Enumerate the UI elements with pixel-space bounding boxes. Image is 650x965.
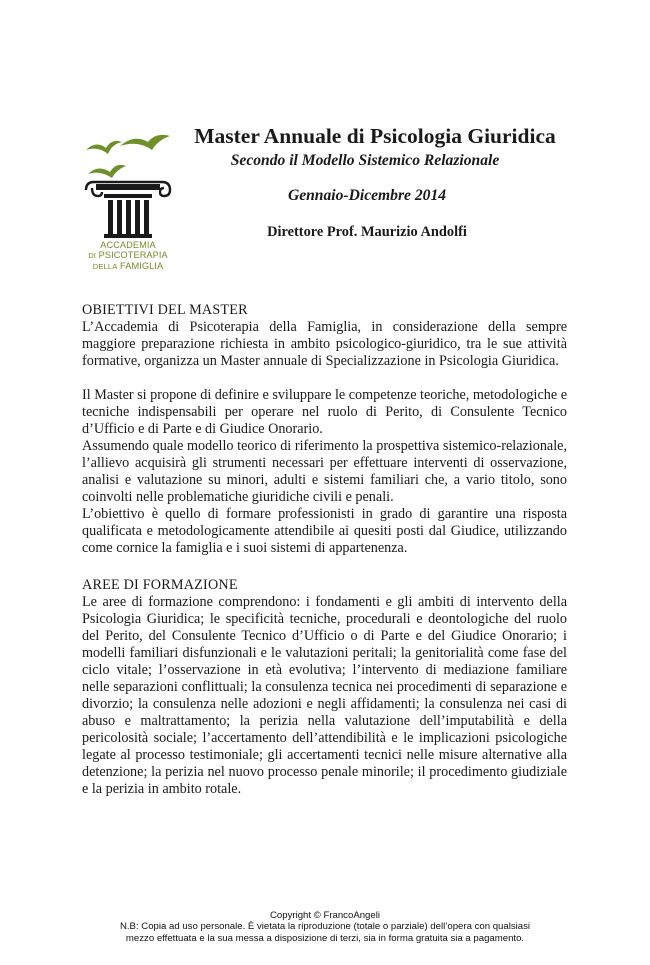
areas-heading: AREE DI FORMAZIONE [82, 577, 238, 593]
objectives-paragraph-4: L’obiettivo è quello di formare professionisti in grado di garantire una risposta qualificata e metodologicamente attendibile ai quesiti posti dal Giudice, utilizzando come cornice la famiglia e i suoi sistemi di appartenenza. [82, 506, 567, 556]
copyright-notice: Copyright © FrancoAngeli [270, 910, 380, 921]
logo-line-2: DI PSICOTERAPIA [88, 250, 168, 261]
usage-notice-line-1: N.B: Copia ad uso personale. È vietata la riproduzione (totale o parziale) dell’opera con qualsiasi [119, 921, 531, 933]
director-name: Direttore Prof. Maurizio Andolfi [267, 224, 467, 240]
page-subtitle: Secondo il Modello Sistemico Relazionale [230, 152, 500, 169]
page-title: Master Annuale di Psicologia Giuridica [194, 124, 556, 148]
column-with-birds-icon [82, 128, 174, 240]
objectives-paragraph-1: L’Accademia di Psicoterapia della Famiglia, in considerazione della sempre maggiore preparazione richiesta in ambito psicologico-giuridico, tra le sue attività formative, organizza un Master annuale di Specializzazione in Psicologia Giuridica. [82, 319, 567, 369]
objectives-heading: OBIETTIVI DEL MASTER [82, 302, 248, 318]
areas-paragraph-1: Le aree di formazione comprendono: i fondamenti e gli ambiti di intervento della Psicologia Giuridica; le specificità tecniche, procedurali e deontologiche del ruolo del Perito, del Consulente Tecnico d’Ufficio o di Parte e del Giudice Onorario; i modelli familiari disfunzionali e le valutazioni peritali; la genitorialità come fase del ciclo vitale; l’osservazione in età evolutiva; l’intervento di mediazione familiare nelle separazioni conflittuali; la consulenza tecnica nei procedimenti di separazione e divorzio; la consulenza nelle adozioni e negli affidamenti; la consulenza nei casi di abuso e maltrattamento; la perizia nella valutazione dell’imputabilità e della pericolosità sociale; l’accertamento dell’attendibilità e le implicazioni psicologiche legate al processo testimoniale; gli accertamenti tecnici nelle misure alternative alla detenzione; la perizia nel nuovo processo penale minorile; il procedimento giudiziale e la perizia in ambito rotale. [82, 594, 567, 797]
logo-line-1: ACCADEMIA [100, 240, 156, 250]
objectives-paragraph-2: Il Master si propone di definire e sviluppare le competenze teoriche, metodologiche e tecniche indispensabili per operare nel ruolo di Perito, di Consulente Tecnico d’Ufficio e di Parte e di Giudice Onorario. [82, 387, 567, 437]
logo-line-3: DELLA FAMIGLIA [92, 261, 164, 272]
academy-logo-text [82, 240, 174, 273]
page-footer [0, 910, 650, 944]
usage-notice-line-2: mezzo effettuata e la sua messa a disposizione di terzi, sia in forma gratuita sia a pagamento. [125, 932, 525, 944]
course-period: Gennaio-Dicembre 2014 [287, 187, 447, 204]
document-header [180, 122, 570, 242]
objectives-paragraph-3: Assumendo quale modello teorico di riferimento la prospettiva sistemico-relazionale, l’allievo acquisirà gli strumenti necessari per effettuare interventi di osservazione, analisi e valutazione su minori, adulti e sistemi familiari che, a vario titolo, sono coinvolti nelle problematiche giuridiche civili e penali. [82, 438, 567, 505]
